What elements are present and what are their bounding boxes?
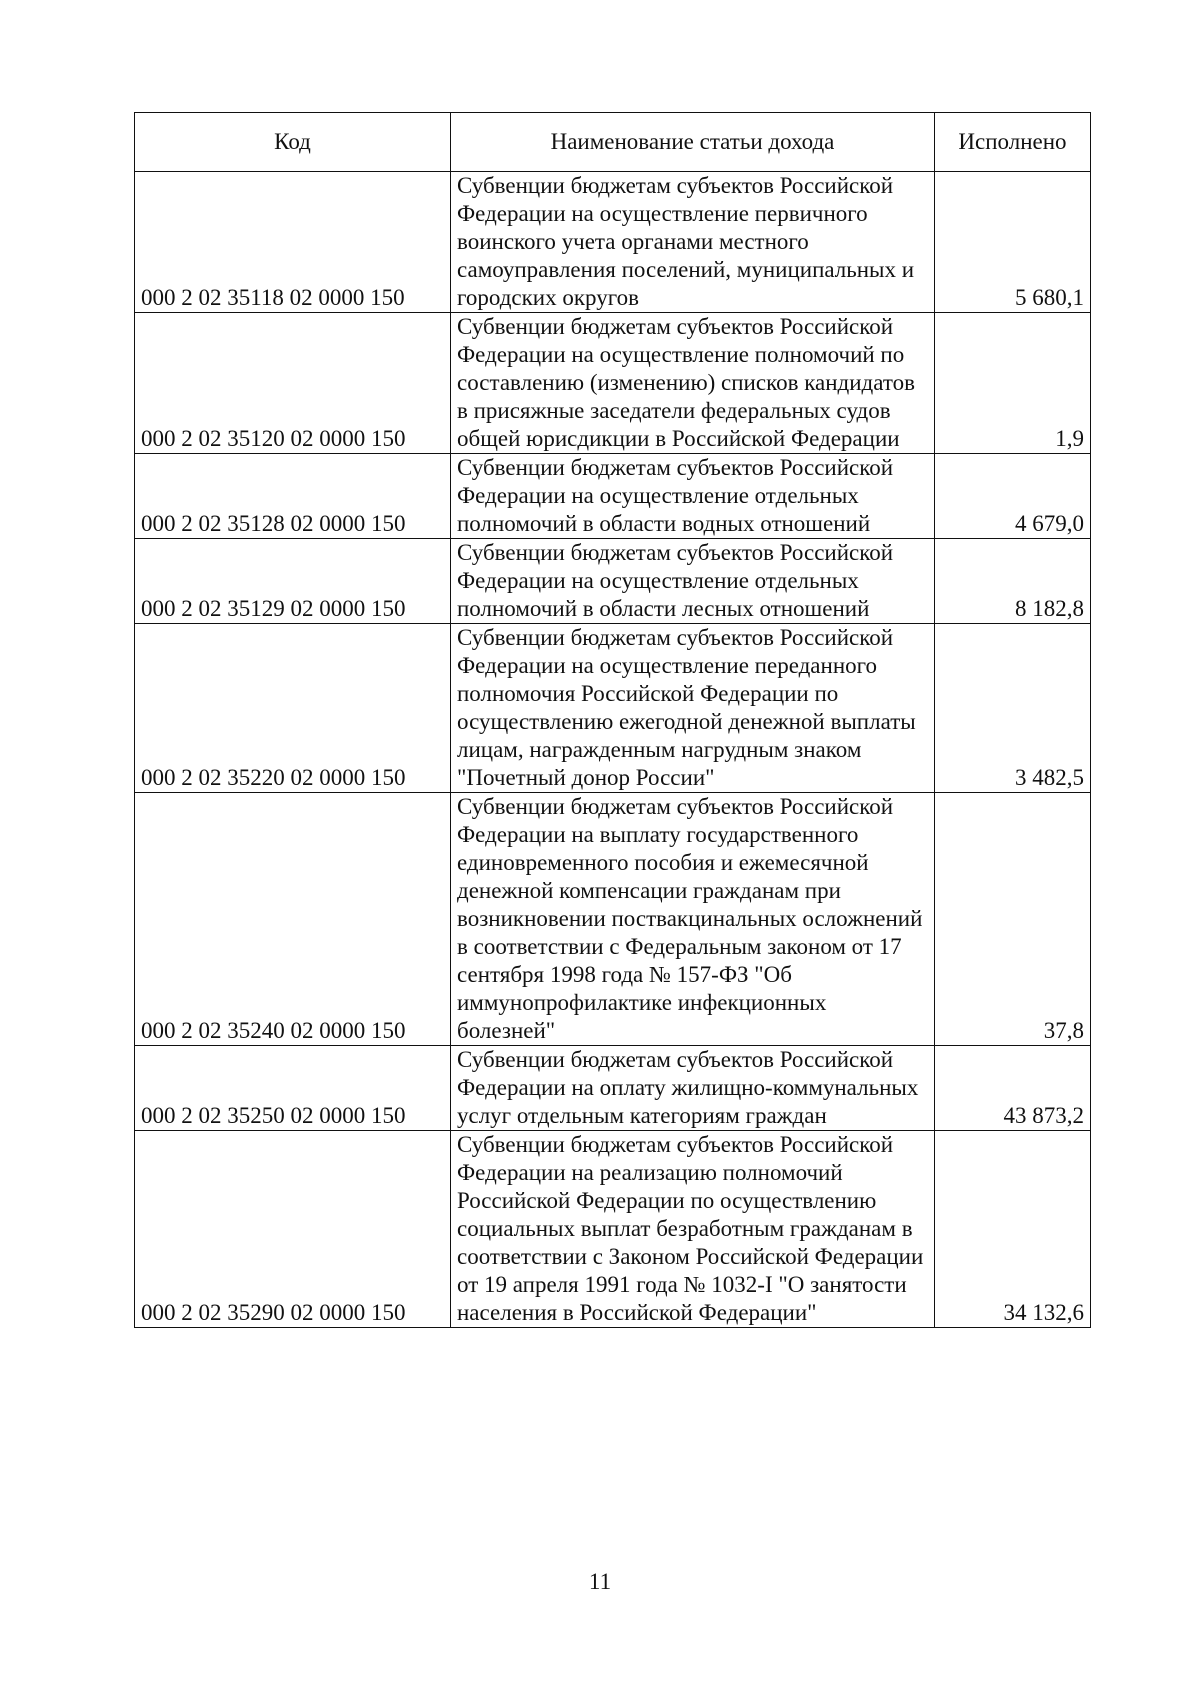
- row-code: 000 2 02 35120 02 0000 150: [135, 313, 451, 454]
- row-code: 000 2 02 35290 02 0000 150: [135, 1131, 451, 1328]
- row-executed: 4 679,0: [935, 454, 1091, 539]
- row-code: 000 2 02 35250 02 0000 150: [135, 1046, 451, 1131]
- row-executed: 43 873,2: [935, 1046, 1091, 1131]
- table-row: [135, 539, 1091, 624]
- header-name: Наименование статьи дохода: [451, 113, 935, 172]
- table-row: [135, 624, 1091, 793]
- row-executed: 8 182,8: [935, 539, 1091, 624]
- row-code: 000 2 02 35129 02 0000 150: [135, 539, 451, 624]
- table-row: [135, 172, 1091, 313]
- header-code: Код: [135, 113, 451, 172]
- row-name: Субвенции бюджетам субъектов Российской Федерации на выплату государственного единовременного пособия и ежемесячной денежной компенсации гражданам при возникновении поствакцинальных осложнений в соответствии с Федеральным законом от 17 сентября 1998 года № 157-ФЗ "Об иммунопрофилактике инфекционных болезней": [451, 793, 935, 1046]
- row-executed: 37,8: [935, 793, 1091, 1046]
- row-name: Субвенции бюджетам субъектов Российской Федерации на осуществление полномочий по составлению (изменению) списков кандидатов в присяжные заседатели федеральных судов общей юрисдикции в Российской Федерации: [451, 313, 935, 454]
- table-row: [135, 454, 1091, 539]
- row-executed: 3 482,5: [935, 624, 1091, 793]
- row-executed: 1,9: [935, 313, 1091, 454]
- row-name: Субвенции бюджетам субъектов Российской Федерации на реализацию полномочий Российской Федерации по осуществлению социальных выплат безработным гражданам в соответствии с Законом Российской Федерации от 19 апреля 1991 года № 1032-I "О занятости населения в Российской Федерации": [451, 1131, 935, 1328]
- table-row: [135, 313, 1091, 454]
- row-executed: 34 132,6: [935, 1131, 1091, 1328]
- table-header-row: [135, 113, 1091, 172]
- table-row: [135, 1046, 1091, 1131]
- header-executed: Исполнено: [935, 113, 1091, 172]
- row-name: Субвенции бюджетам субъектов Российской Федерации на осуществление отдельных полномочий в области водных отношений: [451, 454, 935, 539]
- row-code: 000 2 02 35240 02 0000 150: [135, 793, 451, 1046]
- row-name: Субвенции бюджетам субъектов Российской Федерации на осуществление первичного воинского учета органами местного самоуправления поселений, муниципальных и городских округов: [451, 172, 935, 313]
- table-row: [135, 1131, 1091, 1328]
- page-number: 11: [588, 1569, 612, 1594]
- table-row: [135, 793, 1091, 1046]
- row-code: 000 2 02 35220 02 0000 150: [135, 624, 451, 793]
- row-code: 000 2 02 35128 02 0000 150: [135, 454, 451, 539]
- row-name: Субвенции бюджетам субъектов Российской Федерации на осуществление переданного полномочия Российской Федерации по осуществлению ежегодной денежной выплаты лицам, награжденным нагрудным знаком "Почетный донор России": [451, 624, 935, 793]
- row-executed: 5 680,1: [935, 172, 1091, 313]
- income-table: [134, 112, 1091, 1328]
- row-name: Субвенции бюджетам субъектов Российской Федерации на оплату жилищно-коммунальных услуг отдельным категориям граждан: [451, 1046, 935, 1131]
- row-name: Субвенции бюджетам субъектов Российской Федерации на осуществление отдельных полномочий в области лесных отношений: [451, 539, 935, 624]
- row-code: 000 2 02 35118 02 0000 150: [135, 172, 451, 313]
